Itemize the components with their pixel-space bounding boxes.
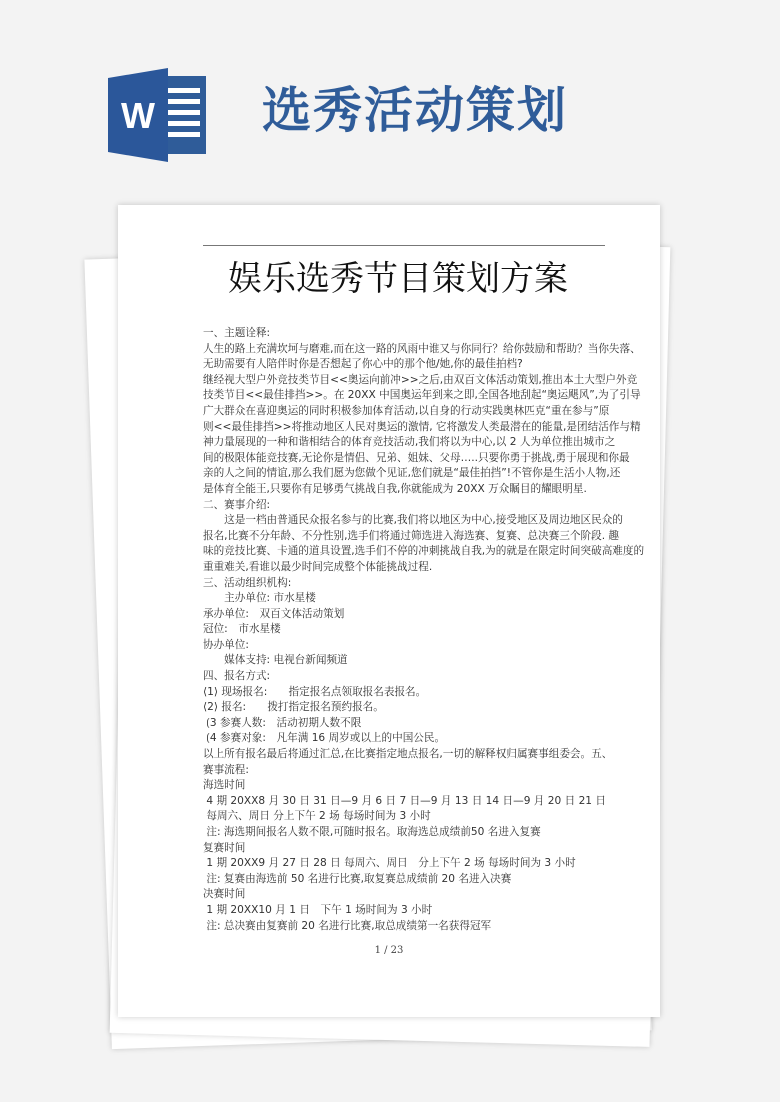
text-line: 注: 复赛由海选前 50 名进行比赛,取复赛总成绩前 20 名进入决赛 <box>203 872 512 885</box>
text-line: 技类节目<<最佳排挡>>。在 20XX 中国奥运年到来之即,全国各地刮起“奥运飓风”,为了引导 <box>203 389 641 402</box>
text-line: 二、赛事介绍: <box>203 498 271 511</box>
text-line: 三、活动组织机构: <box>203 576 292 589</box>
page-number: 1 / 23 <box>374 945 404 956</box>
text-line: 这是一档由普通民众报名参与的比赛,我们将以地区为中心,接受地区及周边地区民众的 <box>203 514 623 527</box>
text-line: 1 期 20XX9 月 27 日 28 日 每周六、周日 分上下午 2 场 每场时间为 3 小时 <box>203 857 576 870</box>
word-logo-icon <box>108 68 208 162</box>
text-line: 广大群众在喜迎奥运的同时积极参加体育活动,以自身的行动实践奥林匹克“重在参与”原 <box>203 404 610 417</box>
text-line: 冠位: 市水星楼 <box>203 623 281 636</box>
text-line: 味的竞技比赛、卡通的道具设置,选手们不停的冲刺挑战自我,为的就是在限定时间突破高难度的 <box>203 545 645 558</box>
svg-text:W: W <box>121 95 155 136</box>
text-line: 四、报名方式: <box>203 670 271 683</box>
text-line: 承办单位: 双百文体活动策划 <box>203 607 345 620</box>
text-line: ⟮3 参赛人数: 活动初期人数不限 <box>203 716 362 729</box>
text-line: ⟮4 参赛对象: 凡年满 16 周岁或以上的中国公民。 <box>203 732 446 745</box>
header-rule <box>203 245 605 246</box>
text-line: ⟨1⟩ 现场报名: 指定报名点领取报名表报名。 <box>203 685 427 698</box>
text-line: 是体育全能王,只要你有足够勇气挑战自我,你就能成为 20XX 万众瞩目的耀眼明星. <box>203 482 587 495</box>
text-line: 间的极限体能竞技赛,无论你是情侣、兄弟、姐妹、父母…..只要你勇于挑战,勇于展现和你最 <box>203 451 630 464</box>
text-line: 协办单位: <box>203 638 249 651</box>
text-line: 复赛时间 <box>203 841 246 854</box>
text-line: 一、主题诠释: <box>203 327 271 339</box>
text-line: 以上所有报名最后将通过汇总,在比赛指定地点报名,一切的解释权归属赛事组委会。五、 <box>203 748 613 761</box>
text-line: 继经视大型户外竞技类节目<<奥运向前冲>>之后,由双百文体活动策划,推出本土大型户外竞 <box>203 373 638 386</box>
text-line: 决赛时间 <box>203 888 246 901</box>
document-title: 娱乐选秀节目策划方案 <box>228 259 568 299</box>
text-line: 注: 海选期间报名人数不限,可随时报名。取海选总成绩前50 名进入复赛 <box>203 826 541 838</box>
text-line: 亲的人之间的情谊,那么我们愿为您做个见证,您们就是“最佳拍挡”!不管你是生活小人物,还 <box>203 467 621 480</box>
text-line: 报名,比赛不分年龄、不分性别,选手们将通过筛选进入海选赛、复赛、总决赛三个阶段. 趣 <box>203 529 620 542</box>
text-line: 神力量展现的一种和谐相结合的体育竞技活动,我们将以为中心,以 2 人为单位推出城市之 <box>203 436 616 449</box>
text-line: ⟨2⟩ 报名: 拨打指定报名预约报名。 <box>203 701 384 714</box>
text-line: 人生的路上充满坎坷与磨难,而在这一路的风雨中谁又与你同行？给你鼓励和帮助？当你失落、 <box>203 342 641 355</box>
text-line: 1 期 20XX10 月 1 日 下午 1 场时间为 3 小时 <box>203 903 433 916</box>
document-page <box>118 205 660 1017</box>
text-line: 4 期 20XX8 月 30 日 31 日—9 月 6 日 7 日—9 月 13 日 14 日—9 月 20 日 21 日 <box>203 794 607 807</box>
text-line: 无助需要有人陪伴时你是否想起了你心中的那个他/她,你的最佳拍档? <box>203 358 523 371</box>
text-line: 注: 总决赛由复赛前 20 名进行比赛,取总成绩第一名获得冠军 <box>203 919 492 932</box>
text-line: 则<<最佳排挡>>将推动地区人民对奥运的激情, 它将激发人类最潜在的能量,是团结活作与精 <box>203 420 641 433</box>
text-line: 每周六、周日 分上下午 2 场 每场时间为 3 小时 <box>203 810 431 823</box>
text-line: 媒体支持: 电视台新闻频道 <box>203 654 348 667</box>
document-body <box>203 326 645 934</box>
text-line: 重重难关,看谁以最少时间完成整个体能挑战过程. <box>203 560 433 573</box>
text-line: 海选时间 <box>203 779 246 792</box>
text-line: 赛事流程: <box>203 763 249 776</box>
header-title: 选秀活动策划 <box>262 81 569 139</box>
text-line: 主办单位: 市水星楼 <box>203 592 316 605</box>
